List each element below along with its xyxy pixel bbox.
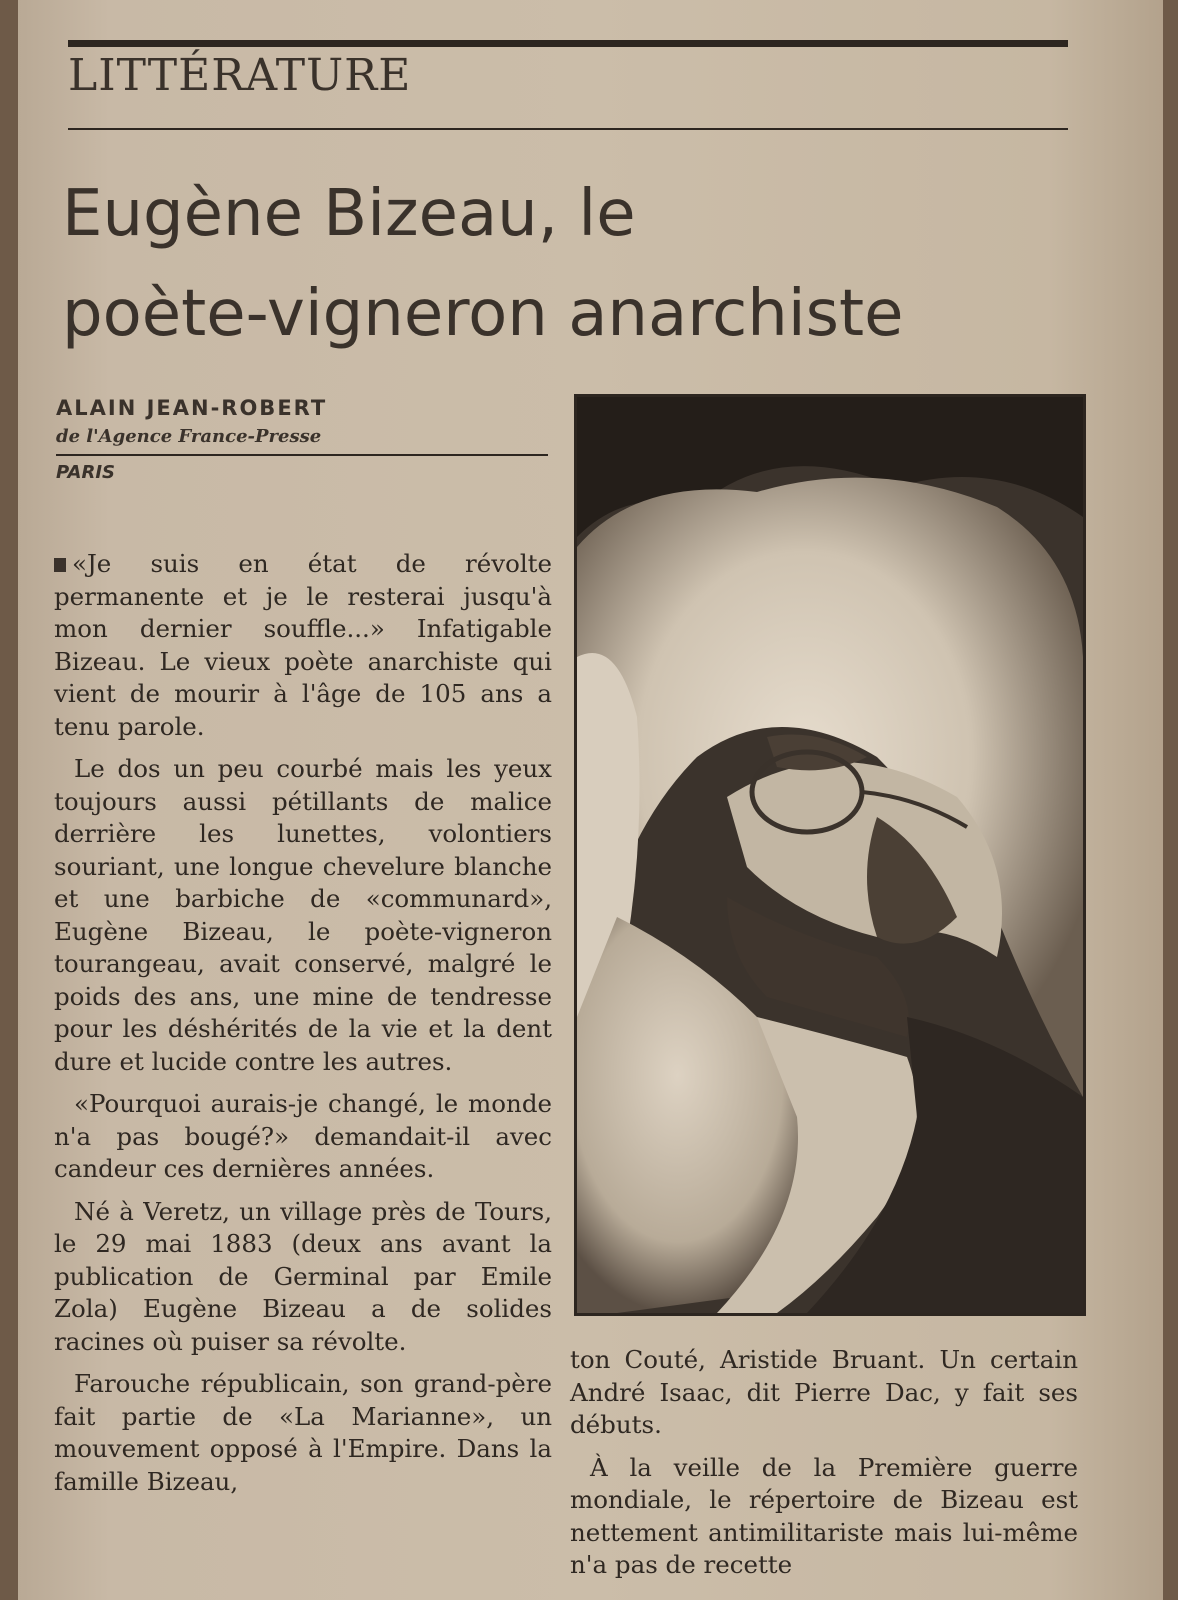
paragraph: Né à Veretz, un village près de Tours, le 29 mai 1883 (deux ans avant la publication de Germinal par Emile Zola) Eugène Bizeau a de solides racines où puiser sa révolte. <box>54 1196 552 1356</box>
paragraph: ton Couté, Aristide Bruant. Un certain André Isaac, dit Pierre Dac, y fait ses débuts. <box>570 1345 1078 1439</box>
article-column-left <box>54 548 552 1508</box>
portrait-image <box>577 397 1083 1313</box>
headline-line-1: Eugène Bizeau, le <box>62 177 636 251</box>
headline <box>62 164 1112 364</box>
agency-credit: de l'Agence France-Presse <box>56 426 322 447</box>
bullet-icon <box>54 558 66 572</box>
author-byline: ALAIN JEAN-ROBERT <box>56 396 328 420</box>
headline-line-2: poète-vigneron anarchiste <box>62 277 904 351</box>
section-title: LITTÉRATURE <box>68 50 412 101</box>
top-rule <box>68 40 1068 47</box>
paragraph: Le dos un peu courbé mais les yeux toujours aussi pétillants de malice derrière les lunettes, volontiers souriant, une longue chevelure blanche et une barbiche de «communard», Eugène Bizeau, le poète-vigneron tourangeau, avait conservé, malgré le poids des ans, une mine de tendresse pour les déshérités de la vie et la dent dure et lucide contre les autres. <box>54 754 552 1076</box>
paragraph: Farouche républicain, son grand-père fait partie de «La Marianne», un mouvement opposé à l'Empire. Dans la famille Bizeau, <box>54 1369 552 1496</box>
paragraph: À la veille de la Première guerre mondiale, le répertoire de Bizeau est nettement antimilitariste mais lui-même n'a pas de recette <box>570 1452 1078 1579</box>
byline-rule <box>56 454 548 456</box>
dateline: PARIS <box>56 462 115 483</box>
portrait-photo <box>574 394 1086 1316</box>
article-column-right <box>570 1344 1078 1592</box>
newspaper-clipping <box>18 0 1163 1600</box>
paragraph: «Je suis en état de révolte permanente et je le resterai jusqu'à mon dernier souffle...» Infatigable Bizeau. Le vieux poète anarchiste qui vient de mourir à l'âge de 105 ans a tenu parole. <box>54 549 552 741</box>
section-rule <box>68 128 1068 130</box>
paragraph: «Pourquoi aurais-je changé, le monde n'a pas bougé?» demandait-il avec candeur ces dernières années. <box>54 1089 552 1183</box>
